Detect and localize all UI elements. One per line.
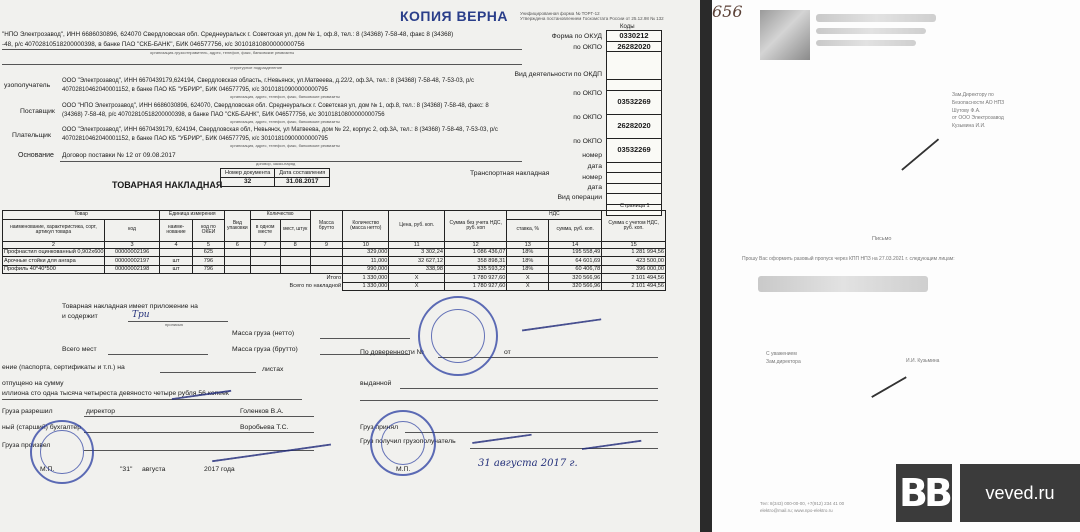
divider (400, 388, 658, 389)
contains-text: и содержит (62, 313, 98, 320)
header-vat-sum: сумма, руб. коп. (549, 219, 602, 241)
grand-vat: 320 566,96 (549, 282, 602, 291)
cell-places (280, 265, 310, 274)
handwritten-date: 31 августа 2017 г. (478, 458, 578, 469)
code-number (607, 163, 661, 174)
signature-icon (877, 109, 939, 170)
form-note: Унифицированная форма № ТОРГ-12 Утверждена постановлением Госкомстата России от 25.12.98 № 132 (520, 11, 664, 22)
header-rate: ставка, % (507, 219, 549, 241)
date-day: "31" (120, 466, 133, 473)
cell-unit: шт (160, 257, 192, 266)
code-okpo-4: 03532269 (607, 139, 661, 163)
sheets-label: листах (262, 366, 284, 373)
supplier-line-2: (34368) 7-58-48, р/с 40702810518200000398, в банке ПАО "СКБ-БАНК", БИК 046577756, к/с 30101810800000000756 (62, 112, 385, 118)
grand-sum: 1 780 927,60 (444, 282, 506, 291)
date-label-2: дата (587, 184, 602, 191)
grand-label: Всего по накладной (3, 282, 343, 291)
doc-title: ТОВАРНАЯ НАКЛАДНАЯ (112, 180, 223, 190)
codes-box (606, 30, 662, 216)
total-label: Итого (3, 274, 343, 283)
col-num: 8 (280, 241, 310, 248)
annotation: 656 (712, 2, 743, 21)
cell-code: 00000002198 (104, 265, 160, 274)
mp2-label: М.П. (396, 466, 411, 473)
letter-body: Прошу Вас оформить разовый пропуск через КПП НПЗ на 27.03.2021 г. следующим лицам: (742, 256, 955, 262)
cell-gross (310, 265, 342, 274)
cell-in-one (250, 257, 280, 266)
cell-sum: 358 898,31 (444, 257, 506, 266)
doc-date: 31.08.2017 (275, 178, 330, 187)
cell-in-one (250, 248, 280, 257)
total-vat: 320 566,96 (549, 274, 602, 283)
basis-label: Основание (18, 152, 54, 159)
cell-places (280, 248, 310, 257)
table-row (3, 265, 666, 274)
cell-in-one (250, 265, 280, 274)
col-num: 5 (192, 241, 224, 248)
regards-block (766, 350, 801, 366)
consignee-line-2: 40702810462040001152, в банке ПАО КБ "УБРИР", БИК 046577795, к/с 30101810900000000795 (62, 87, 328, 93)
header-name: наименование, характеристика, сорт, артикул товара (3, 219, 105, 241)
letter-document (712, 0, 1080, 532)
words-caption: прописью (165, 322, 184, 327)
poa-from: от (504, 349, 511, 356)
date-month: августа (142, 466, 166, 473)
blurred-names (758, 276, 928, 292)
cell-vat: 64 601,69 (549, 257, 602, 266)
accountant-name: Воробьева Т.С. (240, 424, 289, 431)
sender-line-1: "НПО Электрозавод", ИНН 6686030896, 624070 Свердловская обл. Среднеуральск г. Советская ул, дом № 1, оф.8, тел.: 8 (34368) 7-58-48, факс 8 (34368) (2, 31, 454, 38)
sender-line-2: -48, р/с 40702810518200000398, в банке ПАО "СКБ-БАНК", БИК 046577756, к/с 30101810800000000756 (2, 41, 305, 48)
cell-total: 1 281 994,56 (602, 248, 666, 257)
col-num: 7 (250, 241, 280, 248)
cell-rate: 18% (507, 248, 549, 257)
col-num: 14 (549, 241, 602, 248)
date-year: 2017 года (204, 466, 235, 473)
cell-total: 396 000,00 (602, 265, 666, 274)
col-num: 9 (310, 241, 342, 248)
cell-gross (310, 257, 342, 266)
transport-label: Транспортная накладная (470, 170, 550, 177)
cell-price: 32 627,12 (389, 257, 445, 266)
doc-number-header: Номер документа (221, 169, 275, 178)
cell-net: 329,000 (343, 248, 389, 257)
header-price: Цена, руб. коп. (389, 211, 445, 242)
stamp-round-icon (418, 296, 498, 376)
regards: С уважением (766, 351, 797, 357)
basis-value: Договор поставки № 12 от 09.08.2017 (62, 152, 176, 159)
blurred-header (816, 40, 916, 46)
header-places: мест, штук (280, 219, 310, 241)
blurred-header (816, 14, 936, 22)
col-num: 12 (444, 241, 506, 248)
footer-email: elektro@mail.ru; www.npo-elektro.ru (760, 508, 833, 514)
divider (470, 448, 658, 449)
codes-title: Коды (620, 24, 635, 30)
cell-rate: 18% (507, 265, 549, 274)
consignee-prefix: узополучатель (4, 82, 51, 89)
total-rate: X (507, 274, 549, 283)
header-gross: Масса брутто (310, 211, 342, 242)
copy-stamp: КОПИЯ ВЕРНА (400, 8, 509, 24)
signature-icon (468, 406, 532, 444)
cargo-received-label: Груз получил грузополучатель (360, 438, 456, 445)
header-in-one: в одном месте (250, 219, 280, 241)
grand-total: 2 101 494,56 (602, 282, 666, 291)
cell-name: Профнастил оцинкованный 0,902х600 (4, 249, 104, 256)
recipient-line: Безопасности АО НПЗ (952, 99, 1005, 106)
signature-icon (857, 352, 907, 398)
recipient-line: Шутову Ф.А. (952, 107, 981, 114)
cell-places (280, 257, 310, 266)
released-by-label: Груза произвел (2, 442, 51, 449)
cell-code: 00000002197 (104, 257, 160, 266)
okdp-label: Вид деятельности по ОКДП (514, 71, 602, 78)
footer-phone: Тел: 8(343) 000-00-00, +7(912) 234 41 00 (760, 501, 845, 506)
payer-line-1: ООО "Электрозавод", ИНН 6670439179, 624194, Свердловская обл, Невьянск, ул Матвеева, дом № 22, корпус 2, оф.3А, тел.: 8 (34368) 7-58-48, 7-53-03, р/с (62, 127, 498, 133)
header-goods: Товар (3, 211, 160, 220)
company-logo-icon (760, 10, 810, 60)
doc-number-table (220, 168, 330, 187)
veved-logo-icon: BB (896, 464, 952, 522)
cell-code: 00000002196 (104, 248, 160, 257)
okpo-label-4: по ОКПО (573, 138, 602, 145)
total-sum: 1 780 927,60 (444, 274, 506, 283)
grand-rate: X (507, 282, 549, 291)
cell-price: 338,98 (389, 265, 445, 274)
okpo-label-2: по ОКПО (573, 90, 602, 97)
issued-label: выданной (360, 380, 392, 387)
cell-vat: 195 558,49 (549, 248, 602, 257)
caption-org-2: организация, адрес, телефон, факс, банковские реквизиты (230, 94, 340, 99)
okud-label: Форма по ОКУД (551, 33, 602, 40)
caption-org-3: организация, адрес, телефон, факс, банковские реквизиты (230, 119, 340, 124)
payer-line-2: 40702810462040001152, в банке ПАО КБ "УБРИР", БИК 046577795, к/с 30101810900000000795 (62, 136, 328, 142)
date-label-1: дата (587, 163, 602, 170)
cell-okei: 796 (192, 257, 224, 266)
supplier-line-1: ООО "НПО Электрозавод", ИНН 6686030896, 624070, Свердловская обл. Среднеуральск г. Советская ул, дом № 1, оф.8, тел.: 8 (34368) 7-58-48, факс: 8 (62, 103, 489, 109)
cell-price: 3 302,24 (389, 248, 445, 257)
caption-org-4: организация, адрес, телефон, факс, банковские реквизиты (230, 143, 340, 148)
code-okpo-2: 03532269 (607, 91, 661, 115)
cell-vat: 60 406,78 (549, 265, 602, 274)
code-blank (607, 52, 661, 80)
recipient-block (952, 92, 1004, 131)
divider (108, 354, 208, 355)
recipient-line: Кузьмина И.И. (952, 123, 986, 129)
divider (2, 399, 302, 400)
cell-pack (225, 257, 250, 266)
blurred-header (816, 28, 926, 34)
code-number-2 (607, 184, 661, 195)
okpo-label-3: по ОКПО (573, 114, 602, 121)
allowed-name: Голенков В.А. (240, 408, 284, 415)
code-okud: 0330212 (607, 31, 661, 42)
signature-icon (578, 416, 641, 450)
cargo-accepted-label: Груз принял (360, 424, 399, 431)
divider (84, 416, 314, 417)
cell-unit (160, 248, 192, 257)
recipient-line: Зам.Директору по (952, 92, 994, 98)
cell-sum: 335 593,22 (444, 265, 506, 274)
cell-unit: шт (160, 265, 192, 274)
column-numbers-row (3, 241, 666, 248)
cell-net: 990,000 (343, 265, 389, 274)
mass-gross-label: Масса груза (брутто) (232, 346, 298, 353)
col-num: 3 (104, 241, 160, 248)
contains-value: Три (132, 310, 150, 320)
basis-caption: договор, заказ-наряд (256, 161, 296, 166)
supplier-label: Поставщик (20, 108, 55, 115)
signer-name: И.И. Кузьмина (906, 358, 940, 364)
cell-pack (225, 265, 250, 274)
caption-org: организация-грузоотправитель, адрес, телефон, факс, банковские реквизиты (150, 50, 295, 55)
header-code: код (104, 219, 160, 241)
doc-number: 32 (221, 178, 275, 187)
amount-words: иллиона сто одна тысяча четыреста девяносто четыре рубля 56 копеек (2, 390, 229, 397)
grand-net: 1 330,000 (343, 282, 389, 291)
header-qty: Количество (250, 211, 310, 220)
cell-okei: 796 (192, 265, 224, 274)
table-row (3, 248, 666, 257)
caption-division: структурное подразделение (230, 65, 283, 70)
stamp-round-icon (30, 420, 94, 484)
header-sum-novat: Сумма без учета НДС, руб. коп (444, 211, 506, 242)
grand-price: X (389, 282, 445, 291)
code-date (607, 173, 661, 184)
cell-net: 11,000 (343, 257, 389, 266)
poa-label: По доверенности № (360, 349, 424, 356)
footer-block (760, 500, 844, 514)
cell-total: 423 500,00 (602, 257, 666, 266)
code-okpo-3: 26282020 (607, 115, 661, 139)
grand-total-row (3, 282, 666, 291)
header-net: Количество (масса нетто) (343, 211, 389, 242)
doc-date-header: Дата составления (275, 169, 330, 178)
mp-label: М.П. (40, 466, 55, 473)
okpo-label-1: по ОКПО (573, 44, 602, 51)
code-okdp (607, 80, 661, 91)
payer-label: Плательщик (12, 132, 51, 139)
letter-word: Письмо (872, 236, 892, 242)
number-label-2: номер (582, 174, 602, 181)
cell-name: Арочные стойки для ангара (3, 257, 105, 266)
released-label: отпущено на сумму (2, 380, 64, 387)
cell-pack (225, 248, 250, 257)
col-num: 11 (389, 241, 445, 248)
accountant-label: ный (старший) бухгалтер (2, 424, 81, 431)
col-num: 15 (602, 241, 666, 248)
col-num: 13 (507, 241, 549, 248)
cell-sum: 1 086 436,07 (444, 248, 506, 257)
page-label: Страница 1 (620, 203, 650, 209)
header-unit: Единица измерения (160, 211, 225, 220)
allowed-position: директор (86, 408, 115, 415)
goods-table (2, 210, 666, 291)
number-label-1: номер (582, 152, 602, 159)
veved-site-link[interactable]: veved.ru (960, 464, 1080, 522)
places-label: Всего мест (62, 346, 97, 353)
cell-name: Профиль 40*40*500 (3, 265, 105, 274)
stamp-round-icon (370, 410, 436, 476)
consignee-line-1: ООО "Электрозавод", ИНН 6670439179,624194, Свердловская область, г.Невьянск, ул.Матвеева, д.22/2, оф.3А, тел.: 8 (34368) 7-58-48, 7-53-03, р/с (62, 78, 475, 84)
signature-icon (519, 295, 602, 332)
table-row (3, 257, 666, 266)
mass-net-label: Масса груза (нетто) (232, 330, 295, 337)
col-num: 6 (225, 241, 250, 248)
header-sum-vat: Сумма с учетом НДС, руб. коп. (602, 211, 666, 242)
header-vat: НДС (507, 211, 602, 220)
recipient-line: от ООО Электрозавод (952, 115, 1004, 122)
col-num: 10 (343, 241, 389, 248)
total-total: 2 101 494,56 (602, 274, 666, 283)
header-pack: Вид упаковки (225, 211, 250, 242)
operation-label: Вид операции (557, 194, 602, 201)
divider (360, 400, 658, 401)
deputy-title: Зам.директора (766, 359, 801, 365)
cell-okei: 625 (192, 248, 224, 257)
passport-label: ение (паспорта, сертификаты и т.п.) на (2, 364, 125, 371)
cell-rate: 18% (507, 257, 549, 266)
cell-gross (310, 248, 342, 257)
col-num: 4 (160, 241, 192, 248)
total-price: X (389, 274, 445, 283)
header-okei: код по ОКЕИ (192, 219, 224, 241)
total-row (3, 274, 666, 283)
attachment-text: Товарная накладная имеет приложение на (62, 303, 198, 310)
allowed-label: Груза разрешил (2, 408, 53, 415)
divider (320, 338, 410, 339)
code-okpo-1: 26282020 (607, 42, 661, 53)
header-unit-name: наиме-нование (160, 219, 192, 241)
total-net: 1 330,000 (343, 274, 389, 283)
col-num: 2 (3, 241, 105, 248)
